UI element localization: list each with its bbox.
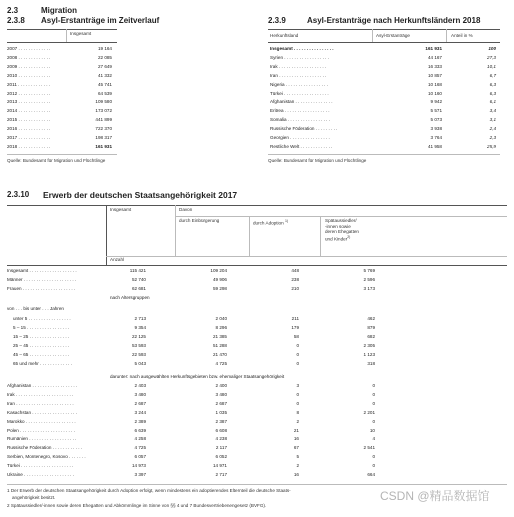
row-value: 210 [291,285,299,291]
column-header-adoption [253,218,288,227]
row-label: Georgien . . . . . . . . . . . . . . . . [270,135,330,140]
row-value: 49 906 [212,276,227,282]
row-value: 3 397 [134,472,146,477]
row-label: 2008 . . . . . . . . . . . . . [7,54,51,60]
column-header-anteil: Anteil in % [451,33,473,38]
row-percent: 2,4 [489,126,496,132]
row-percent: 6,1 [489,99,496,105]
row-percent: 3,1 [489,117,496,123]
row-label: Restliche Welt . . . . . . . . . . . . . [270,143,333,149]
row-value: 5 [296,454,299,460]
table-rule [7,205,507,206]
table-rule [7,154,117,155]
row-value: 5 043 [134,360,146,366]
row-percent: 2,3 [489,135,496,140]
row-value: 58 [293,333,299,339]
row-value: 6 608 [215,427,227,433]
column-divider [175,205,176,256]
row-value: 2 201 [363,409,375,415]
row-value: 448 [291,268,299,273]
row-label: 2007 . . . . . . . . . . . . . [7,46,51,51]
row-value: 10 [369,427,375,433]
row-label: Eritrea . . . . . . . . . . . . . . . . . . [270,108,330,114]
row-value: 2 [296,418,299,424]
spaetaussiedler-label: Spätaussiedler/ -innen sowie deren Ehegatten und Kinder [325,218,359,242]
row-value: 14 971 [212,463,227,469]
row-value: 161 931 [425,46,442,51]
row-value: 5 769 [363,268,375,273]
row-value: 2 717 [215,472,227,477]
row-label: Rumänien . . . . . . . . . . . . . . . . . . . [7,436,77,442]
row-label: Afghanistan . . . . . . . . . . . . . . . [270,99,333,105]
row-label: 2016 . . . . . . . . . . . . . [7,126,51,132]
column-header-herkunftsland: Herkunftsland [270,33,299,38]
row-value: 22 593 [131,351,146,357]
row-value: 1 123 [363,351,375,357]
row-value: 0 [296,342,299,348]
row-value: 2 687 [134,400,146,406]
footnote-ref-1: 1) [284,219,289,223]
row-value: 5 073 [430,117,442,123]
row-value: 21 385 [212,333,227,339]
row-value: 879 [367,324,375,330]
row-label: Türkei . . . . . . . . . . . . . . . . . . . . . [7,463,74,469]
row-label: 2014 . . . . . . . . . . . . . [7,108,51,114]
row-value: 0 [296,351,299,357]
row-value: 10 857 [427,72,442,78]
row-label: 25 – 45 . . . . . . . . . . . . . . . . [13,342,70,348]
row-label: Serbien, Montenegro, Kosovo . . . . . . . [7,454,86,460]
section-title: Migration [41,6,77,15]
row-value: 0 [296,391,299,397]
table-2-3-9-title: Asyl-Erstanträge nach Herkunftsländern 2018 [307,16,481,25]
row-label: Syrien . . . . . . . . . . . . . . . . . . [270,54,329,60]
row-label: Iran . . . . . . . . . . . . . . . . . . . . . . . [7,400,74,406]
row-label: 2015 . . . . . . . . . . . . . [7,117,51,123]
table-2-3-8-title: Asyl-Erstanträge im Zeitverlauf [41,16,160,25]
row-value: 27 649 [97,63,112,69]
row-label: Russische Föderation . . . . . . . . . [270,126,338,132]
row-label: Frauen . . . . . . . . . . . . . . . . . . . . . [7,285,76,291]
row-value: 173 072 [95,108,112,114]
row-value: 4 258 [134,436,146,442]
row-value: 4 725 [134,445,146,451]
row-percent: 25,9 [487,143,496,149]
unit-label: Anzahl [110,257,125,262]
row-percent: 6,3 [489,81,496,87]
row-value: 2 305 [363,342,375,348]
row-value: 722 370 [95,126,112,132]
row-value: 2 117 [215,445,227,451]
row-value: 22 125 [131,333,146,339]
column-header-einbuergerung: durch Einbürgerung [179,218,220,223]
section-number: 2.3 [7,6,19,15]
row-value: 0 [372,454,375,460]
row-value: 64 539 [97,90,112,96]
row-value: 2 387 [215,418,227,424]
row-label: Ukraine . . . . . . . . . . . . . . . . . . . . [7,472,74,477]
table-2-3-8-number: 2.3.8 [7,16,25,25]
row-value: 0 [372,400,375,406]
row-value: 2 040 [215,316,227,321]
table-rule [268,29,500,30]
row-value: 115 421 [129,268,146,273]
row-value: 5 571 [430,108,442,114]
footnote-ref-2: 2) [347,234,351,239]
adoption-label: durch Adoption [253,220,284,226]
row-value: 3 938 [430,126,442,132]
row-value: 10 160 [427,90,442,96]
row-value: 0 [372,463,375,469]
row-value: 462 [367,316,375,321]
row-value: 161 931 [95,143,112,149]
row-value: 109 580 [95,99,112,105]
row-value: 2 389 [134,418,146,424]
row-label: Nigeria . . . . . . . . . . . . . . . . . [270,81,328,87]
column-header-insgesamt: Insgesamt [70,31,92,36]
row-value: 67 [293,445,299,451]
group-header-country: darunter: nach ausgewählten Herkunftsgebieten bzw. ehemaliger Staatsangehörigkeit [110,374,285,379]
row-label: 45 – 65 . . . . . . . . . . . . . . . . [13,351,70,357]
row-value: 3 244 [134,409,146,415]
age-intro-label: von . . . bis unter . . . Jahren [7,306,64,311]
row-value: 9 354 [134,324,146,330]
row-value: 2 687 [215,400,227,406]
row-value: 22 085 [97,54,112,60]
row-label: 65 und mehr . . . . . . . . . . . . . [13,360,72,366]
row-value: 3 173 [363,285,375,291]
row-value: 1 035 [215,409,227,415]
row-value: 62 681 [131,285,146,291]
row-value: 6 639 [134,427,146,433]
row-label: 15 – 25 . . . . . . . . . . . . . . . . [13,333,70,339]
row-value: 2 400 [215,383,227,388]
row-value: 4 725 [215,360,227,366]
footnote-2: 2 Spätaussiedler/-innen sowie deren Ehegatten und Abkömmlinge im Sinne von §§ 4 und 7 Bundesvertriebenengesetz (BVFG). [7,503,267,508]
table-rule [7,265,507,266]
row-value: 2 713 [134,316,146,321]
row-value: 10 168 [427,81,442,87]
row-label: Türkei . . . . . . . . . . . . . . . . . . [270,90,329,96]
row-value: 6 052 [215,454,227,460]
row-value: 3 480 [134,391,146,397]
watermark: CSDN @精品数据馆 [380,489,490,503]
column-header-asyl-erstantraege: Asyl-Erstanträge [376,33,410,38]
row-value: 179 [291,324,299,330]
column-header-spaetaussiedler [325,218,359,242]
row-label: Russische Föderation . . . . . . . . . . . . [7,445,83,451]
row-label: Insgesamt . . . . . . . . . . . . . . . . [270,46,334,51]
row-label: 2009 . . . . . . . . . . . . . [7,63,51,69]
row-value: 2 596 [363,276,375,282]
row-value: 41 958 [427,143,442,149]
row-value: 52 740 [131,276,146,282]
row-value: 41 332 [97,72,112,78]
row-value: 4 [372,436,375,442]
table-rule [268,42,500,43]
row-label: Kasachstan . . . . . . . . . . . . . . . . . . [7,409,77,415]
row-label: Irak . . . . . . . . . . . . . . . . . . . [270,63,327,69]
row-percent: 10,1 [487,63,496,69]
row-value: 51 288 [212,342,227,348]
row-value: 19 164 [97,46,112,51]
row-value: 198 317 [95,135,112,140]
row-value: 45 741 [97,81,112,87]
column-divider [66,29,67,42]
row-value: 3 764 [430,135,442,140]
row-label: Insgesamt . . . . . . . . . . . . . . . . . . . [7,268,77,273]
row-label: Irak . . . . . . . . . . . . . . . . . . . . . . . [7,391,74,397]
row-value: 2 541 [363,445,375,451]
row-value: 4 238 [215,436,227,442]
row-value: 664 [367,472,375,477]
row-value: 21 [293,427,299,433]
table-2-3-10-number: 2.3.10 [7,190,30,199]
row-value: 0 [372,418,375,424]
row-label: 5 – 15 . . . . . . . . . . . . . . . . . [13,324,70,330]
table-rule [7,29,117,30]
row-value: 8 296 [215,324,227,330]
table-rule [7,42,117,43]
row-value: 16 [293,472,299,477]
row-value: 6 057 [134,454,146,460]
row-value: 8 [296,409,299,415]
row-label: Polen . . . . . . . . . . . . . . . . . . . . . . [7,427,75,433]
source-note: Quelle: Bundesamt für Migration und Flüchtlinge [268,158,367,163]
row-percent: 6,7 [489,72,496,78]
row-label: 2010 . . . . . . . . . . . . . [7,72,51,78]
table-rule [175,216,507,217]
row-label: Männer . . . . . . . . . . . . . . . . . . . . . [7,276,77,282]
row-value: 44 167 [427,54,442,60]
row-value: 21 470 [212,351,227,357]
row-value: 9 942 [430,99,442,105]
column-divider [249,216,250,256]
row-value: 238 [291,276,299,282]
row-label: Marokko . . . . . . . . . . . . . . . . . . . . [7,418,76,424]
row-value: 59 298 [212,285,227,291]
row-percent: 6,3 [489,90,496,96]
row-value: 0 [296,400,299,406]
row-label: 2018 . . . . . . . . . . . . . [7,143,51,149]
row-value: 2 403 [134,383,146,388]
row-value: 441 899 [95,117,112,123]
column-divider [372,29,373,42]
group-header-age: nach Altersgruppen [110,295,150,300]
row-label: Iran . . . . . . . . . . . . . . . . . . . [270,72,327,78]
table-rule [7,484,507,485]
column-header-insgesamt: Insgesamt [110,207,132,212]
row-label: 2017 . . . . . . . . . . . . . [7,135,51,140]
table-2-3-9-number: 2.3.9 [268,16,286,25]
row-value: 2 [296,463,299,469]
row-value: 53 593 [131,342,146,348]
row-value: 318 [367,360,375,366]
row-value: 14 973 [131,463,146,469]
row-value: 0 [372,391,375,397]
column-divider [446,29,447,42]
table-rule [268,154,500,155]
row-value: 682 [367,333,375,339]
row-label: 2012 . . . . . . . . . . . . . [7,90,51,96]
row-value: 0 [372,383,375,388]
column-divider [320,216,321,256]
table-2-3-10-title: Erwerb der deutschen Staatsangehörigkeit 2017 [43,190,238,200]
row-percent: 27,3 [487,54,496,60]
row-value: 3 480 [215,391,227,397]
row-value: 16 333 [427,63,442,69]
row-label: unter 5 . . . . . . . . . . . . . . . . . [13,316,71,321]
row-value: 211 [291,316,299,321]
row-value: 109 204 [210,268,227,273]
row-label: 2011 . . . . . . . . . . . . . [7,81,51,87]
row-percent: 100 [488,46,496,51]
footnote-1-continued: angehörigkeit besitzt. [12,495,56,500]
column-header-davon: Davon [179,207,193,212]
row-value: 3 [296,383,299,388]
row-value: 0 [296,360,299,366]
source-note: Quelle: Bundesamt für Migration und Flüchtlinge [7,158,106,163]
row-value: 16 [293,436,299,442]
table-rule [106,256,507,257]
row-label: Afghanistan . . . . . . . . . . . . . . . . . . [7,383,78,388]
row-label: 2013 . . . . . . . . . . . . . [7,99,51,105]
footnote-1: 1 Der Erwerb der deutschen Staatsangehörigkeit durch Adoption erfolgt, wenn mindestens ein adoptierendes Elternteil die deutsche Staats- [7,488,291,493]
row-label: Somalia . . . . . . . . . . . . . . . . . [270,117,330,123]
row-percent: 3,4 [489,108,496,114]
